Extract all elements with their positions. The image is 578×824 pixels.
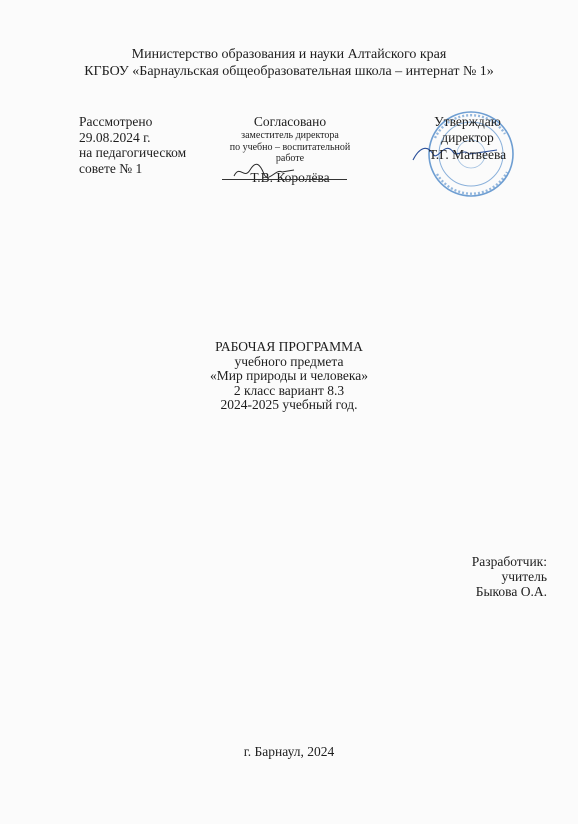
approved-heading: Утверждаю	[434, 114, 501, 129]
agreed-position-line3: работе	[275, 153, 305, 164]
agreed-heading: Согласовано	[253, 114, 327, 129]
program-title-block	[0, 340, 578, 413]
agreed-position-line2: по учебно – воспитательной	[229, 141, 351, 153]
school-name: КГБОУ «Барнаульская общеобразовательная школа – интернат № 1»	[84, 64, 494, 79]
program-year: 2024-2025 учебный год.	[220, 397, 358, 412]
agreed-position-line1: заместитель директора	[241, 130, 339, 141]
developer-block	[472, 554, 547, 599]
developer-label: Разработчик:	[471, 554, 547, 569]
program-grade: 2 класс вариант 8.3	[233, 382, 345, 398]
reviewed-line: на педагогическом	[79, 145, 187, 160]
program-subject: «Мир природы и человека»	[210, 368, 368, 383]
footer-city-year: г. Барнаул, 2024	[243, 744, 335, 759]
reviewed-heading: Рассмотрено	[79, 114, 153, 129]
program-title: РАБОЧАЯ ПРОГРАММА	[215, 339, 363, 354]
approved-name: Т.Г. Матвеева	[428, 147, 507, 162]
ministry-name: Министерство образования и науки Алтайского края	[131, 47, 447, 62]
approved-block	[405, 114, 530, 163]
agreed-signature-icon	[230, 160, 300, 182]
developer-role: учитель	[501, 569, 547, 584]
reviewed-council: совете № 1	[79, 160, 143, 176]
reviewed-block	[79, 114, 186, 176]
agreed-name: Т.В. Королёва	[250, 169, 330, 185]
reviewed-date: 29.08.2024 г.	[79, 129, 151, 145]
approved-position: директор	[441, 129, 494, 145]
developer-name: Быкова О.А.	[475, 584, 547, 599]
program-subtitle: учебного предмета	[234, 353, 344, 369]
